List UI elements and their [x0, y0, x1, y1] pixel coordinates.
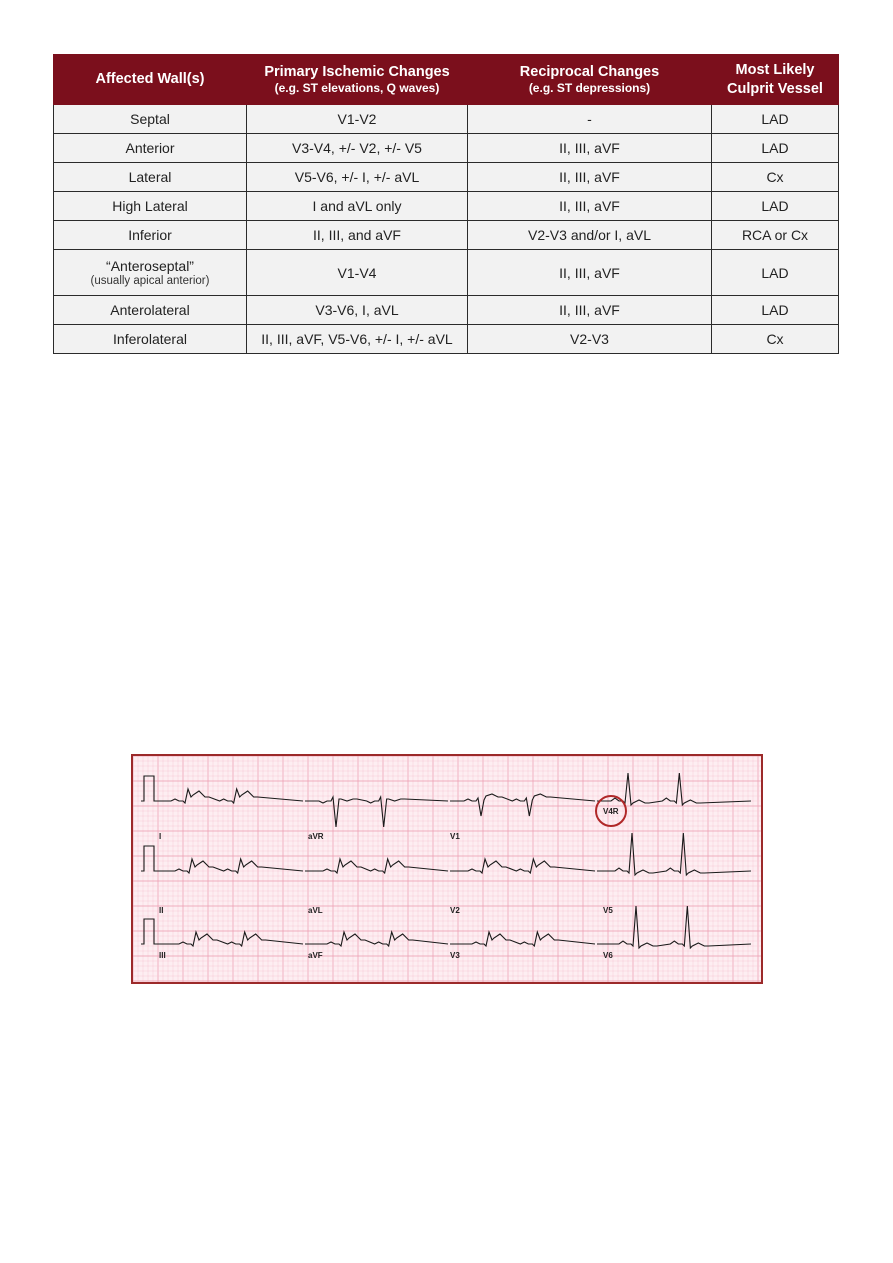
- cell-wall: Lateral: [54, 163, 247, 192]
- cell-vessel: Cx: [712, 325, 839, 354]
- cell-reciprocal: II, III, aVF: [468, 192, 712, 221]
- cell-primary: II, III, and aVF: [247, 221, 468, 250]
- cell-primary: V3-V6, I, aVL: [247, 296, 468, 325]
- cell-vessel: RCA or Cx: [712, 221, 839, 250]
- cell-reciprocal: II, III, aVF: [468, 296, 712, 325]
- header-reciprocal-changes: [468, 55, 712, 105]
- lead-label: II: [159, 906, 164, 915]
- table-row: [54, 296, 839, 325]
- cell-primary: V3-V4, +/- V2, +/- V5: [247, 134, 468, 163]
- cell-wall: Anterior: [54, 134, 247, 163]
- header-reciprocal-subtitle: (e.g. ST depressions): [528, 81, 651, 96]
- lead-label: I: [159, 832, 162, 841]
- ecg-calibration-pulse: [141, 919, 157, 944]
- table-row: [54, 163, 839, 192]
- ecg-lead-trace: [450, 932, 595, 946]
- lead-label: V2: [450, 906, 460, 915]
- cell-wall-label: “Anteroseptal”: [106, 257, 194, 274]
- header-vessel-line1: Most Likely: [735, 62, 815, 79]
- cell-reciprocal: -: [468, 105, 712, 134]
- table-row: [54, 250, 839, 296]
- ecg-traces: [141, 773, 751, 948]
- cell-wall: [54, 250, 247, 296]
- ecg-lead-trace: [305, 797, 448, 827]
- lead-label: aVR: [308, 832, 324, 841]
- cell-primary: I and aVL only: [247, 192, 468, 221]
- header-culprit-vessel: [712, 55, 839, 105]
- cell-wall-note: (usually apical anterior): [90, 274, 210, 287]
- table-row: [54, 105, 839, 134]
- lead-label: V6: [603, 951, 613, 960]
- cell-vessel: LAD: [712, 296, 839, 325]
- ecg-lead-trace: [305, 932, 448, 946]
- lead-label: aVF: [308, 951, 323, 960]
- table-row: [54, 325, 839, 354]
- cell-vessel: LAD: [712, 134, 839, 163]
- lead-label: V3: [450, 951, 460, 960]
- cell-reciprocal: II, III, aVF: [468, 163, 712, 192]
- cell-vessel: LAD: [712, 250, 839, 296]
- cell-wall: Septal: [54, 105, 247, 134]
- lead-label: V5: [603, 906, 613, 915]
- ecg-calibration-pulse: [141, 846, 157, 871]
- cell-primary: II, III, aVF, V5-V6, +/- I, +/- aVL: [247, 325, 468, 354]
- table-row: [54, 192, 839, 221]
- cell-vessel: LAD: [712, 192, 839, 221]
- cell-vessel: Cx: [712, 163, 839, 192]
- stemi-localization-table: [53, 54, 839, 354]
- cell-primary: V1-V4: [247, 250, 468, 296]
- cell-vessel: LAD: [712, 105, 839, 134]
- table-row: [54, 221, 839, 250]
- cell-wall: Inferolateral: [54, 325, 247, 354]
- ecg-strip: [131, 754, 763, 984]
- cell-primary: V5-V6, +/- I, +/- aVL: [247, 163, 468, 192]
- cell-wall: Inferior: [54, 221, 247, 250]
- lead-label: aVL: [308, 906, 323, 915]
- cell-reciprocal: V2-V3 and/or I, aVL: [468, 221, 712, 250]
- ecg-lead-trace: [157, 932, 303, 946]
- header-primary-subtitle: (e.g. ST elevations, Q waves): [274, 81, 440, 96]
- lead-label: III: [159, 951, 166, 960]
- cell-reciprocal: V2-V3: [468, 325, 712, 354]
- header-vessel-line2: Culprit Vessel: [727, 80, 823, 97]
- cell-wall: High Lateral: [54, 192, 247, 221]
- cell-wall: Anterolateral: [54, 296, 247, 325]
- cell-reciprocal: II, III, aVF: [468, 250, 712, 296]
- header-primary-changes: [247, 55, 468, 105]
- lead-label-v4r: V4R: [603, 807, 619, 816]
- ecg-tracing: [133, 756, 761, 982]
- header-reciprocal-title: Reciprocal Changes: [519, 63, 660, 80]
- cell-reciprocal: II, III, aVF: [468, 134, 712, 163]
- lead-label: V1: [450, 832, 460, 841]
- ecg-lead-trace: [450, 794, 595, 816]
- table-header-row: [54, 55, 839, 105]
- ecg-calibration-pulse: [141, 776, 157, 801]
- header-primary-title: Primary Ischemic Changes: [264, 63, 450, 80]
- cell-primary: V1-V2: [247, 105, 468, 134]
- table-row: [54, 134, 839, 163]
- header-affected-wall: Affected Wall(s): [54, 55, 247, 105]
